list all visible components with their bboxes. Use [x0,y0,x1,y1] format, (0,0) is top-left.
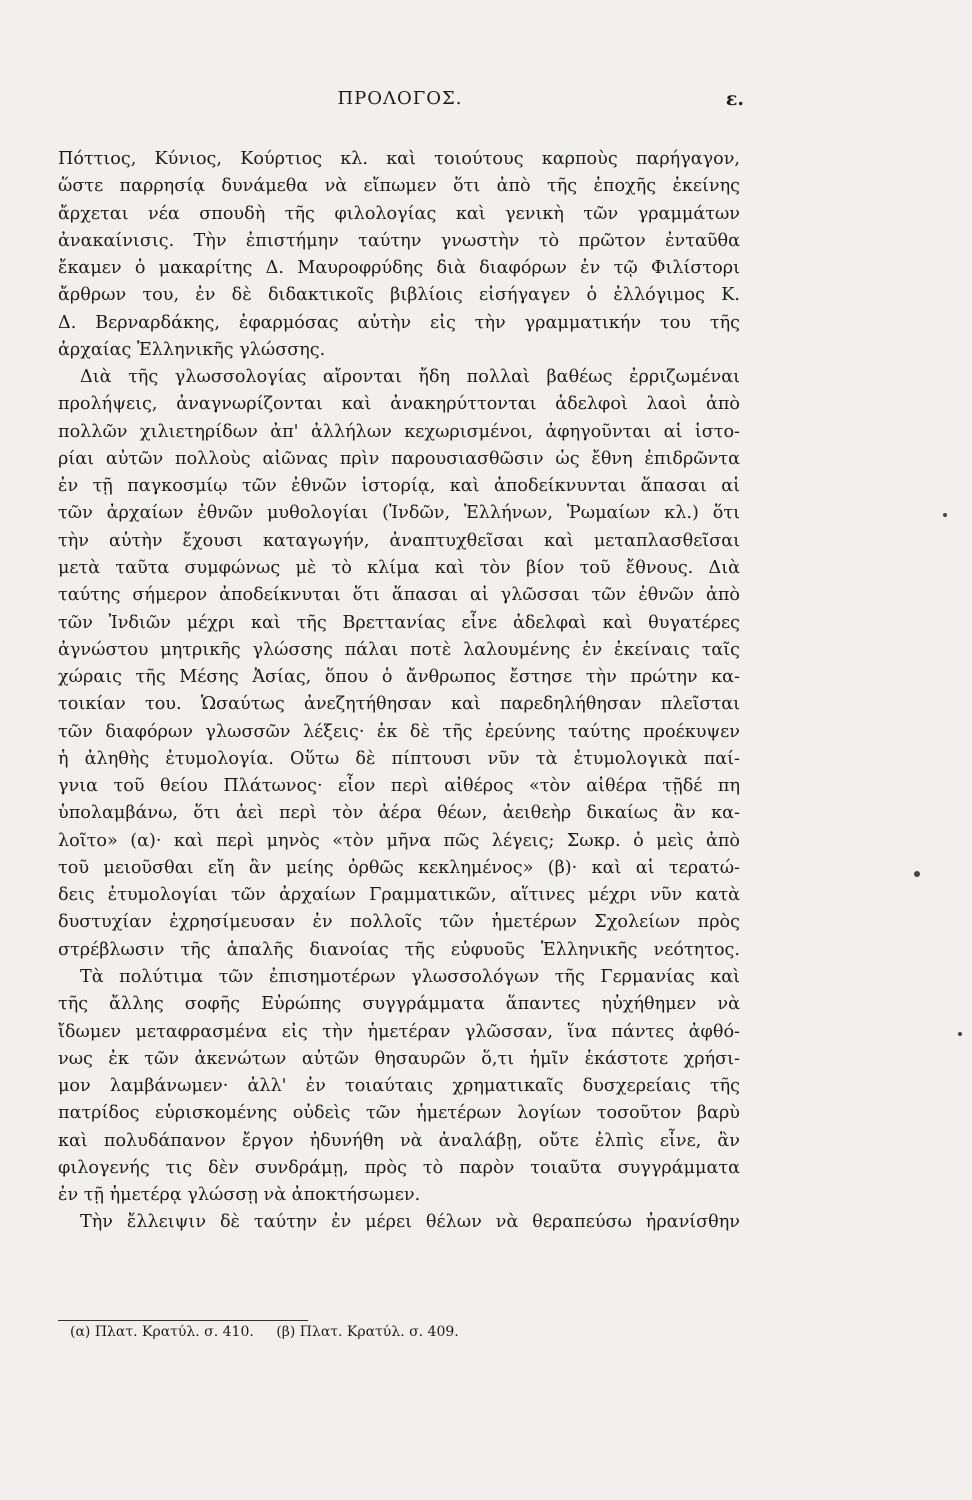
text-line: ἄρχεται νέα σπουδὴ τῆς φιλολογίας καὶ γενικὴ τῶν γραμμάτων [58,203,740,224]
paper-speck [914,871,920,877]
text-line: ἀνακαίνισις. Τὴν ἐπιστήμην ταύτην γνωστὴν τὸ πρῶτον ἐνταῦθα [58,230,740,251]
running-title: ΠΡΟΛΟΓΟΣ. [337,88,463,109]
text-line: μον λαμβάνωμεν· ἀλλ' ἐν τοιαύταις χρηματικαῖς δυσχερείαις τῆς [58,1076,740,1097]
text-line: τῶν διαφόρων γλωσσῶν λέξεις· ἐκ δὲ τῆς ἐρεύνης ταύτης προέκυψεν [58,721,740,742]
text-line: ὑπολαμβάνω, ὅτι ἀεὶ περὶ τὸν ἀέρα θέων, ἀειθεὴρ δικαίως ἂν κα- [58,803,740,824]
text-line: ἔκαμεν ὁ μακαρίτης Δ. Μαυροφρύδης διὰ διαφόρων ἐν τῷ Φιλίστορι [58,258,740,279]
text-line: ἐν τῇ παγκοσμίῳ τῶν ἐθνῶν ἱστορίᾳ, καὶ ἀποδείκνυνται ἅπασαι αἱ [58,476,740,497]
text-line: τὴν αὐτὴν ἔχουσι καταγωγήν, ἀναπτυχθεῖσαι καὶ μεταπλασθεῖσαι [58,530,740,551]
text-line: τοῦ μειοῦσθαι εἴη ἂν μείης ὀρθῶς κεκλημένος» (β)· καὶ αἱ τερατώ- [58,857,740,878]
text-line: ἴδωμεν μεταφρασμένα εἰς τὴν ἡμετέραν γλῶσσαν, ἵνα πάντες ἀφθό- [58,1021,740,1042]
text-line: δυστυχίαν ἐχρησίμευσαν ἐν πολλοῖς τῶν ἡμετέρων Σχολείων πρὸς [58,912,740,933]
text-line: ἐν τῇ ἡμετέρᾳ γλώσσῃ νὰ ἀποκτήσωμεν. [58,1185,421,1206]
text-line: ταύτης σήμερον ἀποδείκνυται ὅτι ἅπασαι αἱ γλῶσσαι τῶν ἐθνῶν ἀπὸ [58,585,740,606]
page-number: ε. [725,88,744,110]
text-line: ἡ ἀληθὴς ἐτυμολογία. Οὕτω δὲ πίπτουσι νῦν τὰ ἐτυμολογικὰ παί- [58,748,740,769]
text-line: ἀρχαίας Ἑλληνικῆς γλώσσης. [58,339,326,360]
text-line: προλήψεις, ἀναγνωρίζονται καὶ ἀνακηρύττονται ἀδελφοὶ λαοὶ ἀπὸ [58,394,740,415]
text-line: γνια τοῦ θείου Πλάτωνος· εἶον περὶ αἰθέρος «τὸν αἰθέρα τῇδέ πη [58,776,740,797]
text-line: Δ. Βερναρδάκης, ἐφαρμόσας αὐτὴν εἰς τὴν γραμματικήν του τῆς [58,312,740,333]
text-line: τῶν Ἰνδιῶν μέχρι καὶ τῆς Βρεττανίας εἶνε ἀδελφαὶ καὶ θυγατέρες [58,612,740,633]
text-line: καὶ πολυδάπανον ἔργον ἠδυνήθη νὰ ἀναλάβῃ, οὔτε ἐλπὶς εἶνε, ἂν [58,1130,740,1151]
body-text [58,146,740,1237]
text-line: μετὰ ταῦτα συμφώνως μὲ τὸ κλίμα καὶ τὸν βίον τοῦ ἔθνους. Διὰ [58,557,740,578]
paper-speck [958,1032,962,1036]
footnote-b: (β) Πλατ. Κρατύλ. σ. 409. [276,1324,459,1340]
text-line: ρίαι αὐτῶν πολλοὺς αἰῶνας πρὶν παρουσιασθῶσιν ὡς ἔθνη ἐπιδρῶντα [58,448,740,469]
text-line: δεις ἐτυμολογίαι τῶν ἀρχαίων Γραμματικῶν, αἵτινες μέχρι νῦν κατὰ [58,885,740,906]
paper-speck [943,513,947,517]
text-line: στρέβλωσιν τῆς ἁπαλῆς διανοίας τῆς εὐφυοῦς Ἑλληνικῆς νεότητος. [58,939,740,960]
text-line: χώραις τῆς Μέσης Ἀσίας, ὅπου ὁ ἄνθρωπος ἔστησε τὴν πρώτην κα- [58,667,740,688]
text-line: ἄρθρων του, ἐν δὲ διδακτικοῖς βιβλίοις εἰσήγαγεν ὁ ἐλλόγιμος Κ. [58,285,740,306]
page-header [60,88,744,118]
text-line: τῶν ἀρχαίων ἐθνῶν μυθολογίαι (Ἰνδῶν, Ἑλλήνων, Ῥωμαίων κλ.) ὅτι [58,503,740,524]
text-line: λοῖτο» (α)· καὶ περὶ μηνὸς «τὸν μῆνα πῶς λέγεις; Σωκρ. ὁ μεὶς ἀπὸ [58,830,740,851]
footnotes [70,1324,459,1340]
text-line: τῆς ἄλλης σοφῆς Εὐρώπης συγγράμματα ἅπαντες ηὐχήθημεν νὰ [58,994,740,1015]
text-line: τοικίαν του. Ὡσαύτως ἀνεζητήθησαν καὶ παρεδηλήθησαν πλεῖσται [58,694,740,715]
text-line: ὥστε παρρησίᾳ δυνάμεθα νὰ εἴπωμεν ὅτι ἀπὸ τῆς ἐποχῆς ἐκείνης [58,176,740,197]
text-line: πατρίδος εὑρισκομένης οὐδεὶς τῶν ἡμετέρων λογίων τοσοῦτον βαρὺ [58,1103,740,1124]
text-line: Τὰ πολύτιμα τῶν ἐπισημοτέρων γλωσσολόγων τῆς Γερμανίας καὶ [80,966,740,987]
footnote-rule [58,1320,308,1321]
text-line: Διὰ τῆς γλωσσολογίας αἴρονται ἤδη πολλαὶ βαθέως ἐρριζωμέναι [80,367,740,388]
text-line: πολλῶν χιλιετηρίδων ἀπ' ἀλλήλων κεχωρισμένοι, ἀφηγοῦνται αἱ ἱστο- [58,421,740,442]
text-line: Πόττιος, Κύνιος, Κούρτιος κλ. καὶ τοιούτους καρποὺς παρήγαγον, [58,149,740,169]
text-line: φιλογενής τις δὲν συνδράμῃ, πρὸς τὸ παρὸν τοιαῦτα συγγράμματα [58,1157,740,1178]
text-line: ἀγνώστου μητρικῆς γλώσσης πάλαι ποτὲ λαλουμένης ἐν ἐκείναις ταῖς [58,639,740,660]
footnote-a: (α) Πλατ. Κρατύλ. σ. 410. [70,1324,254,1340]
text-line: νως ἐκ τῶν ἀκενώτων αὐτῶν θησαυρῶν ὅ,τι ἡμῖν ἑκάστοτε χρήσι- [58,1048,740,1069]
text-line: Τὴν ἔλλειψιν δὲ ταύτην ἐν μέρει θέλων νὰ θεραπεύσω ἠρανίσθην [80,1212,740,1233]
